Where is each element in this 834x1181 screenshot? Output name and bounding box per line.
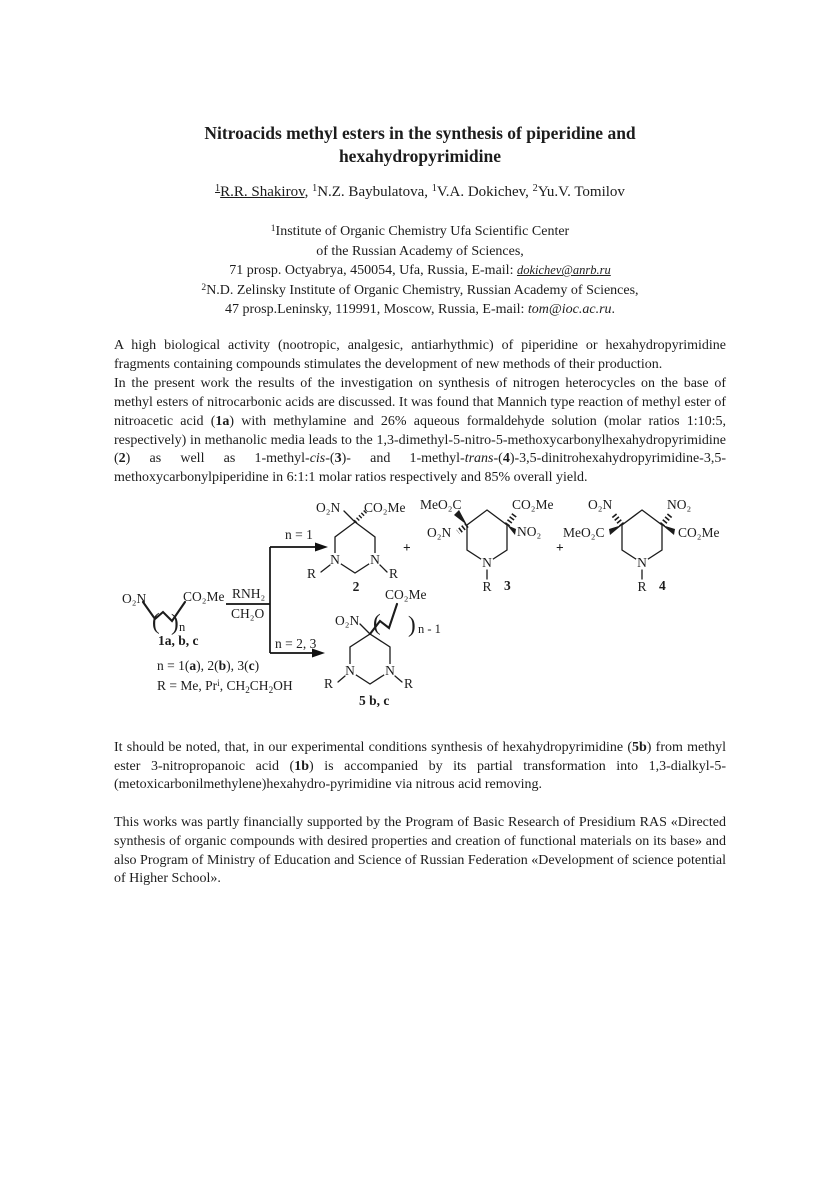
compound-1-id: 1a, b, c — [158, 632, 199, 648]
n-substituent-bond — [380, 565, 387, 572]
ester-group-label: MeO₂C — [563, 524, 605, 540]
arrow-top-head — [315, 542, 328, 551]
nitro-group-label: O₂N — [335, 612, 360, 628]
affiliations-block — [114, 222, 726, 320]
ester-group-label: CO₂Me — [183, 588, 225, 604]
plus-sign: + — [556, 539, 564, 555]
n-substituent-bond — [321, 565, 330, 572]
ester-wedge-bond — [662, 525, 675, 535]
ester-group-label: CO₂Me — [385, 586, 427, 602]
ring-nitrogen-label: N — [345, 662, 355, 678]
ring-nitrogen-label: N — [330, 551, 340, 567]
nitro-group-label: O₂N — [427, 524, 452, 540]
email-text-tomilov: tom@ioc.ac.ru — [527, 302, 612, 318]
affiliation-line-1: $^1$Institute of Organic Chemistry Ufa Scientific Center — [270, 223, 570, 239]
compound-3-structure — [420, 497, 553, 594]
reaction-scheme-drawing — [97, 490, 737, 739]
page-content — [114, 0, 726, 889]
ring-nitrogen-label: N — [637, 554, 647, 570]
n-substituent-bond — [338, 676, 345, 682]
scheme-legend-r: R = Me, Pr$^i$, $CH_2CH_2OH$ — [157, 677, 293, 695]
ring-nitrogen-label: N — [385, 662, 395, 678]
chain-paren-left: ( — [373, 609, 381, 635]
ring-nitrogen-label: N — [482, 554, 492, 570]
nitro-hash-bond — [458, 525, 467, 532]
paper-title — [114, 122, 726, 168]
compound-1-structure — [122, 589, 224, 648]
paragraph-intro: A high biological activity (nootropic, analgesic, antiarhythmic) of piperidine or hexahydropyrimidine fragments containing compounds stimulates the development of new methods of their production. — [114, 337, 726, 372]
nitro-hash-bond — [613, 514, 622, 525]
paragraph-results: In the present work the results of the investigation on synthesis of nitrogen heterocycles on the base of methyl esters of nitrocarbonic acids are discussed. It was found that Mannich type reaction of methyl ester of nitroacetic acid (1a) with methylamine and 26% aqueous formaldehyde solution (molar ratios 1:10:5, respectively) in methanolic media leads to the 1,3-dimethyl-5-nitro-5-methoxycarbonylhexahydropyrimidine (2) as well as 1-methyl-cis-(3)- and 1-methyl-trans-(4)-3,5-dinitrohexahydropyrimidine-3,5-methoxycarbonylpiperidine in 6:1:1 molar ratios respectively and 85% overall yield. — [114, 376, 727, 486]
ester-wedge-bond — [454, 510, 467, 525]
nitro-hash-bond — [662, 514, 671, 525]
nitro-group-label: O₂N — [588, 496, 613, 512]
nitro-bond — [360, 624, 370, 634]
affiliation-line-3 — [114, 261, 726, 281]
compound-3-id: 3 — [504, 577, 511, 593]
nitro-group-label: NO₂ — [517, 523, 542, 539]
compound-5-structure — [324, 587, 441, 708]
alkyl-chain-bond — [143, 602, 185, 621]
nitro-bond — [344, 511, 355, 522]
nitro-group-label: NO₂ — [667, 496, 692, 512]
r-group-label: R — [404, 675, 414, 691]
affiliation-line-5-text: 47 prosp.Leninsky, 119991, Moscow, Russia, E-mail: — [224, 302, 528, 318]
ring-bond-path — [350, 634, 390, 684]
chain-paren-right: ) — [171, 609, 179, 635]
n-substituent-bond — [395, 676, 402, 682]
affiliation-line-4: $^2$N.D. Zelinsky Institute of Organic Chemistry, Russian Academy of Sciences, — [201, 282, 639, 298]
affiliation-line-2: of the Russian Academy of Sciences, — [316, 243, 524, 259]
ester-wedge-bond — [609, 525, 622, 535]
chain-paren-left: ( — [152, 608, 160, 634]
ring-bond-path — [335, 522, 375, 573]
reaction-conditions — [226, 527, 328, 658]
reaction-scheme — [97, 490, 737, 739]
nitro-wedge-bond — [507, 525, 516, 535]
r-group-label: R — [637, 578, 647, 594]
chain-repeat-n: n — [179, 619, 186, 634]
r-group-label: R — [482, 578, 492, 594]
ester-group-label: MeO₂C — [420, 496, 462, 512]
reagent-formaldehyde-label: CH₂O — [231, 605, 265, 621]
ring-nitrogen-label: N — [370, 551, 380, 567]
compound-2-id: 2 — [352, 578, 360, 594]
r-group-label: R — [389, 565, 399, 581]
r-group-label: R — [324, 675, 334, 691]
chain-paren-right: ) — [408, 611, 416, 637]
r-group-label: R — [307, 565, 317, 581]
nitro-group-label: O₂N — [316, 499, 341, 515]
reagent-amine-label: RNH₂ — [232, 585, 266, 601]
affiliation-line-3-text: 71 prosp. Octyabrya, 450054, Ufa, Russia, E-mail: — [229, 263, 517, 279]
paper-title-line1: Nitroacids methyl esters in the synthesis of piperidine and — [204, 123, 636, 143]
plus-sign: + — [403, 539, 411, 555]
chain-repeat-n-minus-1: n - 1 — [418, 621, 441, 636]
ester-group-label: CO₂Me — [512, 496, 554, 512]
ester-hash-bond — [507, 514, 515, 525]
branch-bottom-label: n = 2, 3 — [275, 635, 317, 651]
nitro-group-label: O₂N — [122, 590, 147, 606]
affiliation-line-5 — [114, 300, 726, 320]
compound-4-structure — [563, 497, 719, 594]
email-link-dokichev[interactable]: dokichev@anrb.ru — [516, 263, 611, 278]
compound-5-id: 5 b, c — [359, 692, 390, 708]
paragraph-note: It should be noted, that, in our experimental conditions synthesis of hexahydropyrimidine (5b) from methyl ester 3-nitropropanoic acid (1b) is accompanied by its partial transformation into 1,3-dialkyl-5-(metoxicarbonilmethylene)hexahydro-pyrimidine via nitrous acid removing. — [114, 739, 726, 793]
paper-title-line2: hexahydropyrimidine — [338, 146, 502, 166]
branch-top-label: n = 1 — [285, 526, 313, 542]
paragraph-acknowledgements: This works was partly financially supported by the Program of Basic Research of Presidium RAS «Directed synthesis of organic compounds with desired properties and creation of functional materials on its base» and also Program of Ministry of Education and Science of Russian Federation «Development of science potential of Higher School». — [114, 815, 726, 887]
ester-group-label: CO₂Me — [364, 499, 406, 515]
affiliation-line-5-period: . — [611, 302, 616, 318]
compound-4-id: 4 — [659, 577, 666, 593]
authors-line: $^1$R.R. Shakirov, $^1$N.Z. Baybulatova, $^1$V.A. Dokichev, $^2$Yu.V. Tomilov — [215, 183, 625, 200]
ester-group-label: CO₂Me — [678, 524, 720, 540]
scheme-legend-n: n = 1(a), 2(b), 3(c) — [157, 657, 260, 673]
